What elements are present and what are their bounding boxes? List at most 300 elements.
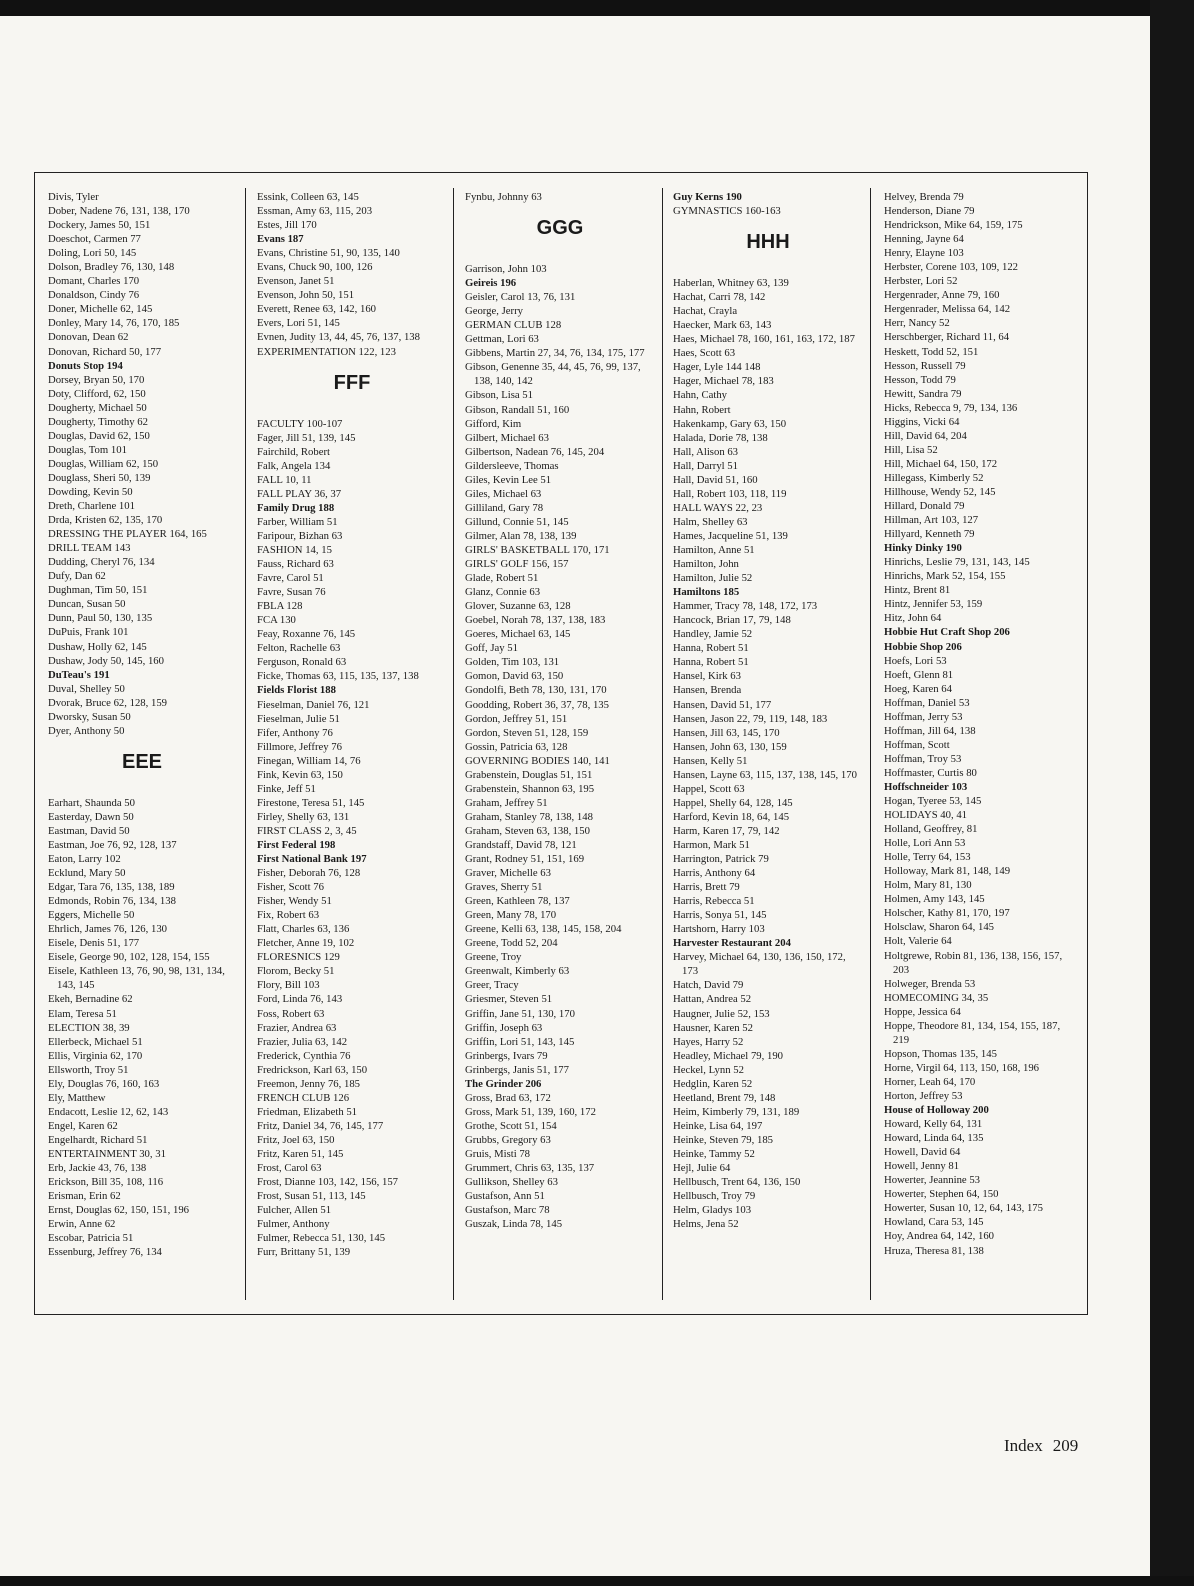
index-entry: Evnen, Judity 13, 44, 45, 76, 137, 138 — [257, 331, 420, 344]
index-entry: Hall, Robert 103, 118, 119 — [673, 487, 787, 500]
index-entry: Hall, Alison 63 — [673, 445, 739, 458]
index-entry: Harrington, Patrick 79 — [673, 853, 769, 866]
index-entry: Harris, Rebecca 51 — [673, 895, 755, 908]
index-entry: Fynbu, Johnny 63 — [465, 191, 542, 203]
index-entry: Glanz, Connie 63 — [465, 586, 541, 599]
index-entry: Geisler, Carol 13, 76, 131 — [465, 291, 576, 304]
index-entry: Harm, Karen 17, 79, 142 — [673, 824, 780, 837]
index-entry: Heinke, Tammy 52 — [673, 1148, 755, 1160]
index-entry: Graves, Sherry 51 — [465, 881, 543, 894]
index-entry: FRENCH CLUB 126 — [257, 1091, 350, 1104]
index-entry: Evans, Chuck 90, 100, 126 — [257, 261, 373, 274]
index-entry: Hager, Lyle 144 148 — [673, 361, 761, 374]
index-entry: Giles, Michael 63 — [465, 487, 542, 500]
index-entry: Hansel, Kirk 63 — [673, 670, 741, 683]
index-entry: Heskett, Todd 52, 151 — [884, 345, 979, 358]
index-entry: Gustafson, Ann 51 — [465, 1190, 545, 1203]
index-entry: HOMECOMING 34, 35 — [884, 991, 989, 1004]
index-entry: Howell, Jenny 81 — [884, 1160, 960, 1173]
index-entry: Harris, Anthony 64 — [673, 867, 756, 880]
index-entry: Fulcher, Allen 51 — [257, 1204, 332, 1217]
index-entry: Griffin, Jane 51, 130, 170 — [465, 1007, 575, 1020]
index-entry: Glover, Suzanne 63, 128 — [465, 600, 571, 613]
index-entry: GERMAN CLUB 128 — [465, 319, 562, 332]
index-entry: Ehrlich, James 76, 126, 130 — [48, 923, 168, 936]
index-entry: Hendrickson, Mike 64, 159, 175 — [884, 219, 1023, 232]
index-entry: Dolson, Bradley 76, 130, 148 — [48, 261, 175, 274]
index-entry-sponsor: Fields Florist 188 — [257, 684, 336, 697]
index-column-2 — [257, 190, 447, 1310]
index-entry: Evenson, Janet 51 — [257, 275, 335, 288]
index-entry: Fritz, Daniel 34, 76, 145, 177 — [257, 1119, 384, 1132]
index-entry: Firley, Shelly 63, 131 — [257, 810, 350, 823]
index-entry: Holland, Geoffrey, 81 — [884, 823, 978, 836]
index-entry: Gilbertson, Nadean 76, 145, 204 — [465, 445, 605, 458]
page-binding-edge — [1150, 0, 1194, 1586]
index-entry: Harris, Brett 79 — [673, 881, 740, 894]
index-entry: Hattan, Andrea 52 — [673, 993, 752, 1006]
index-entry: Hansen, Layne 63, 115, 137, 138, 145, 170 — [673, 768, 857, 781]
index-entry: Green, Kathleen 78, 137 — [465, 895, 570, 908]
index-entry: Erisman, Erin 62 — [48, 1190, 121, 1203]
index-entry: Green, Many 78, 170 — [465, 909, 557, 922]
index-entry: Halm, Shelley 63 — [673, 515, 748, 528]
index-entry: Henning, Jayne 64 — [884, 233, 964, 246]
index-entry: Finegan, William 14, 76 — [257, 754, 361, 767]
index-entry: Helms, Jena 52 — [673, 1218, 739, 1231]
index-entry: GOVERNING BODIES 140, 141 — [465, 754, 610, 767]
index-entry: Griffin, Joseph 63 — [465, 1021, 543, 1034]
index-entry: Goebel, Norah 78, 137, 138, 183 — [465, 614, 606, 627]
index-entry: Frost, Susan 51, 113, 145 — [257, 1190, 366, 1203]
index-entry: Fredrickson, Karl 63, 150 — [257, 1063, 368, 1076]
index-entry: Fisher, Deborah 76, 128 — [257, 867, 361, 880]
index-entry: Headley, Michael 79, 190 — [673, 1049, 784, 1062]
index-entry: Dushaw, Holly 62, 145 — [48, 640, 147, 653]
index-entry: GIRLS' GOLF 156, 157 — [465, 558, 569, 571]
index-entry: Duval, Shelley 50 — [48, 682, 125, 695]
index-entry: Gross, Mark 51, 139, 160, 172 — [465, 1105, 596, 1118]
index-entry: Hansen, Jason 22, 79, 119, 148, 183 — [673, 712, 828, 725]
index-entry: Ficke, Thomas 63, 115, 135, 137, 138 — [257, 670, 419, 683]
index-entry: Gibson, Randall 51, 160 — [465, 403, 570, 416]
section-heading: GGG — [536, 217, 584, 240]
column-divider — [453, 188, 454, 1300]
index-entry: Halada, Dorie 78, 138 — [673, 431, 768, 444]
column-divider — [245, 188, 246, 1300]
index-entry: Hesson, Russell 79 — [884, 359, 966, 372]
index-entry: GIRLS' BASKETBALL 170, 171 — [465, 543, 610, 556]
index-entry: Hansen, John 63, 130, 159 — [673, 740, 787, 753]
index-entry: Evans, Christine 51, 90, 135, 140 — [257, 247, 400, 260]
index-entry: EXPERIMENTATION 122, 123 — [257, 345, 396, 358]
index-entry: Hintz, Jennifer 53, 159 — [884, 598, 983, 611]
index-entry: Douglas, David 62, 150 — [48, 429, 150, 442]
index-entry: Hillhouse, Wendy 52, 145 — [884, 485, 996, 498]
index-entry: Grummert, Chris 63, 135, 137 — [465, 1162, 595, 1175]
index-entry-sponsor: Evans 187 — [257, 233, 304, 246]
index-entry: Howerter, Susan 10, 12, 64, 143, 175 — [884, 1202, 1043, 1215]
index-entry: Greer, Tracy — [465, 979, 519, 992]
index-entry: Gomon, David 63, 150 — [465, 670, 564, 683]
index-column-5 — [884, 190, 1078, 1310]
index-entry: GYMNASTICS 160-163 — [673, 205, 781, 218]
index-entry: Gifford, Kim — [465, 417, 522, 430]
index-entry: Erb, Jackie 43, 76, 138 — [48, 1162, 147, 1175]
index-entry: Fillmore, Jeffrey 76 — [257, 740, 342, 753]
index-column-3 — [465, 190, 655, 1310]
index-entry: DuPuis, Frank 101 — [48, 626, 129, 639]
index-entry: Hatch, David 79 — [673, 979, 744, 992]
index-entry: Flory, Bill 103 — [257, 979, 320, 992]
index-entry-sponsor: Geireis 196 — [465, 277, 517, 290]
index-entry: Hogan, Tyeree 53, 145 — [884, 795, 982, 808]
index-entry: Fieselman, Julie 51 — [257, 712, 340, 725]
index-entry: Frost, Carol 63 — [257, 1162, 322, 1175]
index-entry: Holweger, Brenda 53 — [884, 977, 976, 990]
index-entry: Donovan, Richard 50, 177 — [48, 345, 162, 358]
index-entry: Gullikson, Shelley 63 — [465, 1176, 558, 1189]
index-entry: Hillard, Donald 79 — [884, 500, 965, 513]
index-entry: Henderson, Diane 79 — [884, 205, 975, 218]
index-entry: Dougherty, Timothy 62 — [48, 415, 148, 428]
index-entry: Flatt, Charles 63, 136 — [257, 923, 350, 936]
index-entry: Hoffman, Scott — [884, 738, 950, 751]
index-entry: Hamilton, Julie 52 — [673, 572, 753, 585]
index-entry: Dowding, Kevin 50 — [48, 485, 133, 498]
index-entry: Dworsky, Susan 50 — [48, 710, 131, 723]
index-entry: Herbster, Lori 52 — [884, 275, 958, 288]
index-entry: Haugner, Julie 52, 153 — [673, 1007, 770, 1020]
index-entry: Hillegass, Kimberly 52 — [884, 471, 984, 484]
index-entry: Grothe, Scott 51, 154 — [465, 1119, 557, 1132]
index-entry: Dreth, Charlene 101 — [48, 500, 135, 513]
index-entry: Glade, Robert 51 — [465, 572, 539, 585]
index-entry: Heim, Kimberly 79, 131, 189 — [673, 1105, 800, 1118]
index-entry: Firestone, Teresa 51, 145 — [257, 796, 365, 809]
index-entry: Happel, Shelly 64, 128, 145 — [673, 796, 793, 809]
index-entry: Handley, Jamie 52 — [673, 628, 753, 641]
index-entry-sponsor: Hobbie Hut Craft Shop 206 — [884, 626, 1010, 639]
index-entry: Doling, Lori 50, 145 — [48, 247, 137, 260]
index-entry: Earhart, Shaunda 50 — [48, 796, 135, 809]
index-entry: Gordon, Jeffrey 51, 151 — [465, 712, 568, 725]
index-entry: Evenson, John 50, 151 — [257, 289, 355, 302]
index-entry: Doty, Clifford, 62, 150 — [48, 387, 146, 400]
index-entry: Guszak, Linda 78, 145 — [465, 1218, 563, 1231]
index-entry: Fieselman, Daniel 76, 121 — [257, 698, 370, 711]
index-entry: Graham, Jeffrey 51 — [465, 796, 548, 809]
index-entry: Hansen, Kelly 51 — [673, 754, 748, 767]
index-entry: Hartshorn, Harry 103 — [673, 923, 765, 936]
index-entry: Gondolfi, Beth 78, 130, 131, 170 — [465, 684, 607, 697]
index-entry: Gibbens, Martin 27, 34, 76, 134, 175, 177 — [465, 347, 645, 360]
index-entry-sponsor: House of Holloway 200 — [884, 1104, 989, 1117]
index-entry: Graham, Stanley 78, 138, 148 — [465, 810, 593, 823]
index-entry: Holsclaw, Sharon 64, 145 — [884, 921, 995, 934]
index-entry: Holle, Lori Ann 53 — [884, 837, 966, 850]
index-entry: Eaton, Larry 102 — [48, 853, 121, 866]
index-entry: Doner, Michelle 62, 145 — [48, 303, 153, 316]
index-entry: Hoppe, Theodore 81, 134, 154, 155, 187, 219 — [884, 1019, 1061, 1046]
index-entry: Happel, Scott 63 — [673, 782, 745, 795]
index-entry: Hahn, Robert — [673, 403, 731, 416]
index-entry: Ellerbeck, Michael 51 — [48, 1035, 143, 1048]
index-entry: Hahn, Cathy — [673, 389, 728, 402]
index-entry: Hopson, Thomas 135, 145 — [884, 1047, 997, 1060]
index-entry: Elam, Teresa 51 — [48, 1007, 117, 1020]
index-entry: Erwin, Anne 62 — [48, 1218, 116, 1231]
index-entry: Eisele, Denis 51, 177 — [48, 937, 140, 950]
section-heading: EEE — [121, 750, 163, 773]
index-entry: Erickson, Bill 35, 108, 116 — [48, 1176, 164, 1189]
index-entry: Dougherty, Michael 50 — [48, 401, 147, 414]
index-entry: Hedglin, Karen 52 — [673, 1077, 753, 1090]
index-entry: Fulmer, Rebecca 51, 130, 145 — [257, 1232, 386, 1245]
index-entry: Hancock, Brian 17, 79, 148 — [673, 614, 791, 627]
index-entry: Gilliland, Gary 78 — [465, 501, 544, 514]
index-entry: Fritz, Karen 51, 145 — [257, 1148, 344, 1160]
index-entry: Gildersleeve, Thomas — [465, 459, 559, 472]
index-entry: Howland, Cara 53, 145 — [884, 1216, 984, 1229]
index-entry: Holloway, Mark 81, 148, 149 — [884, 865, 1011, 878]
index-entry: Hinrichs, Mark 52, 154, 155 — [884, 570, 1006, 583]
index-entry: Hall, David 51, 160 — [673, 473, 758, 486]
index-entry: Fritz, Joel 63, 150 — [257, 1133, 335, 1146]
index-entry: Grant, Rodney 51, 151, 169 — [465, 853, 585, 866]
index-entry: Haberlan, Whitney 63, 139 — [673, 277, 789, 290]
index-entry-sponsor: Guy Kerns 190 — [673, 191, 742, 203]
index-entry: Griesmer, Steven 51 — [465, 993, 553, 1006]
index-entry: Fletcher, Anne 19, 102 — [257, 937, 355, 950]
index-entry: Hicks, Rebecca 9, 79, 134, 136 — [884, 401, 1018, 414]
index-entry: Gossin, Patricia 63, 128 — [465, 740, 568, 753]
index-entry: Hejl, Julie 64 — [673, 1162, 731, 1175]
index-entry: Howerter, Jeannine 53 — [884, 1174, 981, 1187]
index-entry: Herr, Nancy 52 — [884, 317, 950, 330]
index-entry: Easterday, Dawn 50 — [48, 810, 134, 823]
index-entry: Frederick, Cynthia 76 — [257, 1049, 351, 1062]
index-entry: Hesson, Todd 79 — [884, 373, 956, 386]
index-entry: Eastman, David 50 — [48, 824, 130, 837]
index-entry: Hanna, Robert 51 — [673, 656, 749, 669]
index-entry: Eastman, Joe 76, 92, 128, 137 — [48, 838, 177, 851]
footer-label: Index — [1004, 1436, 1043, 1455]
index-entry: Hansen, Brenda — [673, 684, 742, 697]
index-entry: Hintz, Brent 81 — [884, 584, 951, 597]
index-entry: Faripour, Bizhan 63 — [257, 529, 343, 542]
index-entry: Dushaw, Jody 50, 145, 160 — [48, 654, 164, 667]
index-entry-sponsor: First Federal 198 — [257, 838, 336, 851]
index-entry: George, Jerry — [465, 305, 523, 318]
index-entry-sponsor: Hoffschneider 103 — [884, 780, 968, 793]
index-entry: Higgins, Vicki 64 — [884, 415, 960, 428]
index-entry: Douglas, Tom 101 — [48, 443, 127, 456]
index-entry: Hakenkamp, Gary 63, 150 — [673, 417, 787, 430]
index-entry: Hansen, David 51, 177 — [673, 698, 772, 711]
index-entry: Hachat, Crayla — [673, 305, 738, 318]
index-entry: Dughman, Tim 50, 151 — [48, 584, 148, 597]
index-entry: Goff, Jay 51 — [465, 642, 518, 655]
index-entry: Ecklund, Mary 50 — [48, 867, 126, 880]
index-entry-sponsor: Family Drug 188 — [257, 501, 335, 514]
index-entry: Duncan, Susan 50 — [48, 598, 126, 611]
index-entry: Hoy, Andrea 64, 142, 160 — [884, 1230, 995, 1243]
index-entry: Heetland, Brent 79, 148 — [673, 1091, 776, 1104]
index-entry: Falk, Angela 134 — [257, 459, 331, 472]
index-entry: Hillman, Art 103, 127 — [884, 514, 979, 527]
index-entry: Hausner, Karen 52 — [673, 1021, 753, 1034]
index-entry: Dunn, Paul 50, 130, 135 — [48, 612, 153, 625]
index-entry: Hansen, Jill 63, 145, 170 — [673, 726, 780, 739]
index-entry: Helvey, Brenda 79 — [884, 191, 964, 203]
page-top-edge — [0, 0, 1194, 16]
index-entry: Heinke, Steven 79, 185 — [673, 1133, 774, 1146]
index-entry: Hamilton, John — [673, 558, 739, 571]
index-entry: Hellbusch, Trent 64, 136, 150 — [673, 1176, 801, 1189]
index-entry: Feay, Roxanne 76, 145 — [257, 628, 356, 641]
index-entry: Ely, Matthew — [48, 1091, 106, 1104]
index-entry: Hill, Lisa 52 — [884, 443, 938, 456]
index-entry: ENTERTAINMENT 30, 31 — [48, 1148, 166, 1160]
index-entry: Goodding, Robert 36, 37, 78, 135 — [465, 698, 609, 711]
index-entry: Hillyard, Kenneth 79 — [884, 528, 975, 541]
index-entry-sponsor: First National Bank 197 — [257, 853, 367, 866]
index-entry: Hill, David 64, 204 — [884, 429, 967, 442]
index-entry: Fager, Jill 51, 139, 145 — [257, 431, 356, 444]
index-entry: Howard, Linda 64, 135 — [884, 1132, 984, 1145]
index-entry: Hruza, Theresa 81, 138 — [884, 1244, 984, 1257]
index-entry: Felton, Rachelle 63 — [257, 642, 341, 655]
index-entry: Greene, Todd 52, 204 — [465, 937, 558, 950]
index-entry: Florom, Becky 51 — [257, 965, 335, 978]
index-entry: Howerter, Stephen 64, 150 — [884, 1188, 999, 1201]
index-entry: Fifer, Anthony 76 — [257, 726, 333, 739]
index-entry: Donovan, Dean 62 — [48, 331, 129, 344]
index-entry: Drda, Kristen 62, 135, 170 — [48, 514, 163, 527]
index-entry: Grandstaff, David 78, 121 — [465, 838, 577, 851]
index-entry: Evers, Lori 51, 145 — [257, 317, 340, 330]
index-entry: FALL PLAY 36, 37 — [257, 487, 342, 500]
index-entry: Douglass, Sheri 50, 139 — [48, 471, 151, 484]
index-entry: Holscher, Kathy 81, 170, 197 — [884, 907, 1010, 920]
index-entry: Holle, Terry 64, 153 — [884, 851, 971, 864]
index-entry-sponsor: Hobbie Shop 206 — [884, 640, 962, 653]
index-entry: Gilmer, Alan 78, 138, 139 — [465, 529, 577, 542]
index-entry: Engel, Karen 62 — [48, 1119, 118, 1132]
index-entry: Helm, Gladys 103 — [673, 1204, 752, 1217]
index-entry: Griffin, Lori 51, 143, 145 — [465, 1035, 575, 1048]
page-footer — [1004, 1436, 1088, 1456]
index-entry: Hellbusch, Troy 79 — [673, 1190, 756, 1203]
index-entry: Gibson, Genenne 35, 44, 45, 76, 99, 137, 138, 140, 142 — [465, 361, 641, 388]
index-entry: Holmen, Amy 143, 145 — [884, 893, 985, 906]
index-entry: FBLA 128 — [257, 600, 303, 613]
index-entry: Farber, William 51 — [257, 515, 338, 528]
index-entry-sponsor: Donuts Stop 194 — [48, 359, 123, 372]
index-entry: Essink, Colleen 63, 145 — [257, 191, 359, 203]
index-entry: Ekeh, Bernadine 62 — [48, 993, 133, 1006]
index-entry: Hitz, John 64 — [884, 612, 942, 625]
index-entry: Grabenstein, Shannon 63, 195 — [465, 782, 595, 795]
index-entry: Ernst, Douglas 62, 150, 151, 196 — [48, 1204, 190, 1217]
index-entry: Dockery, James 50, 151 — [48, 219, 151, 232]
index-entry: Hergenrader, Anne 79, 160 — [884, 289, 1000, 302]
column-divider — [662, 188, 663, 1300]
page-number: 209 — [1052, 1436, 1079, 1455]
index-entry: Hanna, Robert 51 — [673, 642, 749, 655]
index-entry: Hoffmaster, Curtis 80 — [884, 766, 977, 779]
index-entry: HOLIDAYS 40, 41 — [884, 809, 968, 822]
index-entry: Escobar, Patricia 51 — [48, 1232, 134, 1245]
index-entry: Eisele, Kathleen 13, 76, 90, 98, 131, 134, 143, 145 — [48, 965, 225, 992]
index-entry: Fink, Kevin 63, 150 — [257, 768, 343, 781]
index-entry: HALL WAYS 22, 23 — [673, 501, 763, 514]
index-entry: DRESSING THE PLAYER 164, 165 — [48, 528, 207, 541]
index-entry: Donley, Mary 14, 76, 170, 185 — [48, 317, 180, 330]
index-entry: Gettman, Lori 63 — [465, 333, 539, 346]
index-entry: Frazier, Julia 63, 142 — [257, 1035, 348, 1048]
index-entry: Essman, Amy 63, 115, 203 — [257, 205, 373, 218]
index-entry: Gustafson, Marc 78 — [465, 1204, 550, 1217]
index-entry: Hinrichs, Leslie 79, 131, 143, 145 — [884, 556, 1030, 569]
column-divider — [870, 188, 871, 1300]
index-entry: Hoppe, Jessica 64 — [884, 1005, 961, 1018]
index-entry: Favre, Susan 76 — [257, 586, 326, 599]
index-entry: Holt, Valerie 64 — [884, 935, 952, 948]
index-entry: Hoffman, Jill 64, 138 — [884, 724, 976, 737]
index-entry: Hamilton, Anne 51 — [673, 543, 755, 556]
index-entry: Hoffman, Troy 53 — [884, 752, 962, 765]
index-entry: Fix, Robert 63 — [257, 909, 320, 922]
index-entry: Divis, Tyler — [48, 191, 99, 203]
index-entry: DRILL TEAM 143 — [48, 542, 131, 555]
index-entry: Domant, Charles 170 — [48, 275, 140, 288]
index-entry: FASHION 14, 15 — [257, 543, 332, 556]
index-entry: Endacott, Leslie 12, 62, 143 — [48, 1105, 169, 1118]
index-entry: Fauss, Richard 63 — [257, 558, 334, 571]
index-entry: Hergenrader, Melissa 64, 142 — [884, 303, 1011, 316]
index-entry: Frost, Dianne 103, 142, 156, 157 — [257, 1176, 399, 1189]
index-entry: Doeschot, Carmen 77 — [48, 233, 141, 246]
index-entry: Golden, Tim 103, 131 — [465, 656, 560, 669]
index-entry: Garrison, John 103 — [465, 263, 547, 276]
index-entry: Furr, Brittany 51, 139 — [257, 1246, 351, 1259]
index-entry: Haes, Scott 63 — [673, 347, 736, 360]
index-entry: FCA 130 — [257, 614, 296, 627]
index-entry: Hoeg, Karen 64 — [884, 682, 952, 695]
index-entry: Hames, Jacqueline 51, 139 — [673, 529, 788, 542]
page-bottom-edge — [0, 1576, 1194, 1586]
index-entry: Greenwalt, Kimberly 63 — [465, 965, 570, 978]
index-entry: Dyer, Anthony 50 — [48, 724, 125, 737]
index-entry: Ellis, Virginia 62, 170 — [48, 1049, 143, 1062]
index-entry: Grinbergs, Janis 51, 177 — [465, 1063, 569, 1076]
index-entry: Fisher, Scott 76 — [257, 881, 324, 894]
index-entry: Hoeft, Glenn 81 — [884, 668, 954, 681]
index-entry: Harris, Sonya 51, 145 — [673, 909, 767, 922]
index-entry: Henry, Elayne 103 — [884, 247, 964, 260]
index-entry: Favre, Carol 51 — [257, 572, 324, 585]
index-entry: Everett, Renee 63, 142, 160 — [257, 303, 377, 316]
index-entry: Engelhardt, Richard 51 — [48, 1133, 148, 1146]
index-entry-sponsor: Harvester Restaurant 204 — [673, 937, 791, 950]
index-entry: Horne, Virgil 64, 113, 150, 168, 196 — [884, 1061, 1040, 1074]
index-column-1 — [48, 190, 236, 1310]
index-entry: Dudding, Cheryl 76, 134 — [48, 556, 155, 569]
index-entry: Greene, Troy — [465, 951, 522, 964]
index-entry: Fairchild, Robert — [257, 445, 331, 458]
